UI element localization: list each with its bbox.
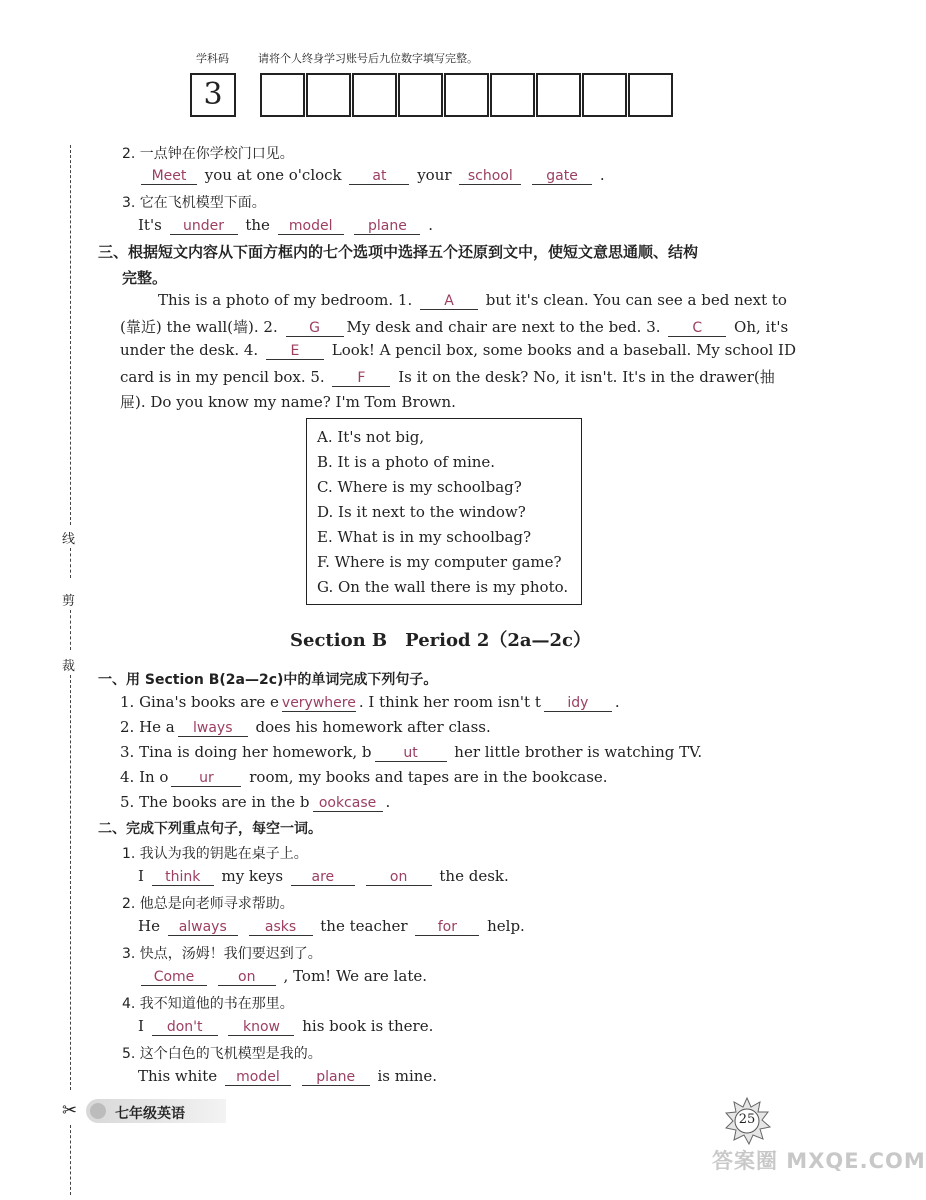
sentence-text: [347, 216, 352, 234]
sentence-line: [138, 917, 525, 936]
cut-line: [70, 675, 71, 1090]
answer-blank[interactable]: verywhere: [281, 695, 356, 711]
answer-blank[interactable]: idy: [544, 695, 612, 712]
sentence-text: his book is there.: [297, 1017, 434, 1035]
cut-mark-cai: 裁: [62, 659, 76, 674]
answer-blank[interactable]: school: [459, 168, 521, 185]
partB-heading: 二、完成下列重点句子，每空一词。: [98, 821, 322, 837]
sentence-line: [138, 216, 433, 235]
header-instruction: 请将个人终身学习账号后九位数字填写完整。: [258, 52, 478, 65]
answer-blank[interactable]: ut: [375, 745, 447, 762]
sentence-text: .: [595, 166, 605, 184]
option-item: D. Is it next to the window?: [317, 503, 526, 521]
subject-code-value: 3: [203, 77, 223, 112]
sentence-line: [120, 743, 702, 762]
option-item: C. Where is my schoolbag?: [317, 478, 522, 496]
sentence-text: 2. He a: [120, 718, 175, 736]
book-label: 七年级英语: [115, 1106, 185, 1122]
part3-heading: 三、根据短文内容从下面方框内的七个选项中选择五个还原到文中，使短文意思通顺、结构: [98, 243, 699, 261]
part3-heading-cont: 完整。: [122, 269, 168, 287]
answer-blank[interactable]: E: [266, 343, 324, 360]
sentence-line: [120, 316, 788, 337]
sentence-text: I: [138, 1017, 149, 1035]
cut-mark-xian: 线: [62, 532, 76, 547]
sentence-line: [120, 366, 775, 387]
sentence-text: does his homework after class.: [250, 718, 491, 736]
sentence-text: [294, 1067, 299, 1085]
id-digit-box[interactable]: [628, 73, 673, 117]
cut-mark-jian: 剪: [62, 594, 76, 609]
sentence-text: but it's clean. You can see a bed next to: [481, 291, 787, 309]
answer-blank[interactable]: A: [420, 293, 478, 310]
sentence-line: [138, 166, 605, 185]
answer-blank[interactable]: model: [278, 218, 344, 235]
sentence-text: 5. The books are in the b: [120, 793, 310, 811]
option-item: A. It's not big,: [317, 428, 425, 446]
option-item: E. What is in my schoolbag?: [317, 528, 532, 546]
answer-blank[interactable]: asks: [249, 919, 313, 936]
sentence-text: [221, 1017, 226, 1035]
subject-code-box: [190, 73, 236, 117]
answer-blank[interactable]: think: [152, 869, 214, 886]
answer-blank[interactable]: on: [218, 969, 276, 986]
sentence-line: [138, 967, 427, 986]
answer-blank[interactable]: C: [668, 320, 726, 337]
sentence-text: .: [614, 693, 620, 711]
sentence-text: [241, 917, 246, 935]
question-prompt: 3. 它在飞机模型下面。: [122, 195, 266, 211]
answer-blank[interactable]: under: [170, 218, 238, 235]
sentence-text: 屉). Do you know my name? I'm Tom Brown.: [120, 393, 456, 411]
sentence-text: you at one o'clock: [200, 166, 347, 184]
id-digit-box[interactable]: [306, 73, 351, 117]
id-digit-box[interactable]: [352, 73, 397, 117]
sentence-text: I: [138, 867, 149, 885]
subject-code-label: 学科码: [196, 52, 229, 65]
sentence-text: 3. Tina is doing her homework, b: [120, 743, 372, 761]
answer-blank[interactable]: lways: [178, 720, 248, 737]
answer-blank[interactable]: for: [415, 919, 479, 936]
sentence-text: This white: [138, 1067, 222, 1085]
sentence-text: [524, 166, 529, 184]
answer-blank[interactable]: always: [168, 919, 238, 936]
sentence-text: It's: [138, 216, 167, 234]
sentence-text: 1. Gina's books are e: [120, 693, 279, 711]
answer-blank[interactable]: know: [228, 1019, 294, 1036]
answer-blank[interactable]: on: [366, 869, 432, 886]
id-digit-box[interactable]: [260, 73, 305, 117]
cut-line: [70, 145, 71, 525]
answer-blank[interactable]: ur: [171, 770, 241, 787]
sentence-text: .: [423, 216, 433, 234]
sentence-line: [120, 718, 491, 737]
sentence-text: the teacher: [315, 917, 413, 935]
question-prompt: 2. 他总是向老师寻求帮助。: [122, 896, 294, 912]
id-digit-box[interactable]: [444, 73, 489, 117]
sentence-text: Oh, it's: [729, 318, 789, 336]
sentence-text: (靠近) the wall(墙). 2.: [120, 318, 283, 336]
id-digit-box[interactable]: [536, 73, 581, 117]
sentence-line: [120, 768, 608, 787]
cut-line: [70, 610, 71, 650]
scissors-icon: ✂: [62, 1100, 78, 1121]
sentence-text: help.: [482, 917, 525, 935]
answer-blank[interactable]: plane: [302, 1069, 370, 1086]
page-number: 25: [738, 1112, 756, 1127]
sentence-line: [120, 341, 796, 360]
id-digit-box[interactable]: [582, 73, 627, 117]
question-prompt: 3. 快点，汤姆！我们要迟到了。: [122, 946, 322, 962]
partA-heading: 一、用 Section B(2a—2c)中的单词完成下列句子。: [98, 672, 438, 688]
sentence-text: her little brother is watching TV.: [449, 743, 703, 761]
id-digit-box[interactable]: [490, 73, 535, 117]
question-prompt: 4. 我不知道他的书在那里。: [122, 996, 294, 1012]
answer-blank[interactable]: don't: [152, 1019, 218, 1036]
sentence-text: Is it on the desk? No, it isn't. It's in the drawer(抽: [393, 368, 775, 386]
sentence-text: .: [385, 793, 391, 811]
option-item: F. Where is my computer game?: [317, 553, 562, 571]
sentence-text: is mine.: [372, 1067, 438, 1085]
answer-blank[interactable]: plane: [354, 218, 420, 235]
sentence-text: This is a photo of my bedroom. 1.: [158, 291, 417, 309]
sentence-text: the desk.: [434, 867, 509, 885]
sentence-line: [138, 1017, 433, 1036]
sentence-line: [138, 1067, 437, 1086]
sentence-line: [120, 391, 456, 412]
sentence-text: . I think her room isn't t: [358, 693, 541, 711]
sentence-text: My desk and chair are next to the bed. 3.: [346, 318, 666, 336]
answer-blank[interactable]: Meet: [141, 168, 197, 185]
answer-blank[interactable]: G: [286, 320, 344, 337]
sentence-text: under the desk. 4.: [120, 341, 263, 359]
section-title: Section B Period 2（2a—2c）: [290, 630, 592, 651]
sentence-line: [120, 793, 390, 812]
sentence-text: Look! A pencil box, some books and a baseball. My school ID: [326, 341, 797, 359]
id-digit-box[interactable]: [398, 73, 443, 117]
footer-dot-icon: [90, 1103, 106, 1119]
sentence-text: [210, 967, 215, 985]
answer-blank[interactable]: gate: [532, 168, 592, 185]
sentence-line: [120, 693, 620, 712]
sentence-text: your: [412, 166, 457, 184]
answer-blank[interactable]: F: [332, 370, 390, 387]
question-prompt: 2. 一点钟在你学校门口见。: [122, 146, 294, 162]
sentence-text: the: [240, 216, 275, 234]
sentence-text: my keys: [216, 867, 288, 885]
answer-blank[interactable]: are: [291, 869, 355, 886]
sentence-line: [158, 291, 787, 310]
sentence-text: 4. In o: [120, 768, 169, 786]
answer-blank[interactable]: model: [225, 1069, 291, 1086]
answer-blank[interactable]: ookcase: [313, 795, 383, 812]
option-item: B. It is a photo of mine.: [317, 453, 496, 471]
sentence-text: card is in my pencil box. 5.: [120, 368, 330, 386]
sentence-text: He: [138, 917, 165, 935]
question-prompt: 5. 这个白色的飞机模型是我的。: [122, 1046, 322, 1062]
question-prompt: 1. 我认为我的钥匙在桌子上。: [122, 846, 308, 862]
option-item: G. On the wall there is my photo.: [317, 578, 569, 596]
sentence-text: , Tom! We are late.: [278, 967, 427, 985]
cut-line: [70, 548, 71, 578]
answer-blank[interactable]: at: [349, 168, 409, 185]
answer-blank[interactable]: Come: [141, 969, 207, 986]
sentence-line: [138, 867, 509, 886]
sentence-text: room, my books and tapes are in the bookcase.: [244, 768, 608, 786]
sentence-text: [358, 867, 363, 885]
cut-line: [70, 1125, 71, 1195]
watermark: 答案圈 MXQE.COM: [712, 1149, 926, 1173]
